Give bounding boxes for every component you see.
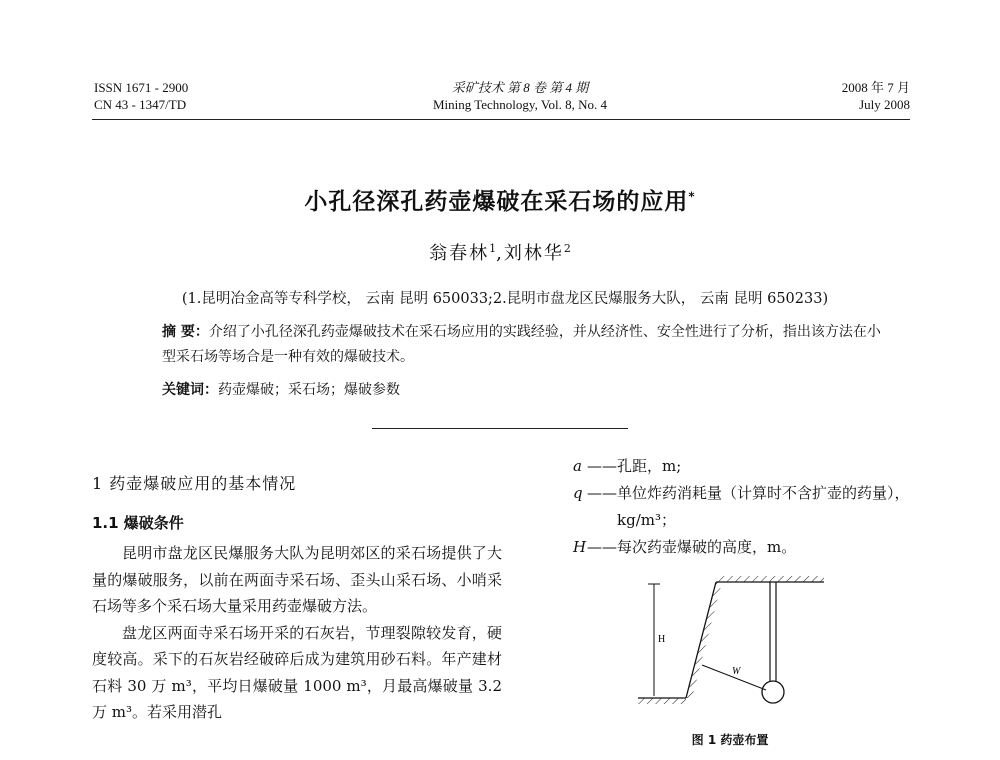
author-separator: ,: [496, 243, 504, 264]
dash: ——: [587, 538, 617, 556]
keywords-text: 药壶爆破；采石场；爆破参数: [218, 382, 400, 398]
burden-label: W: [732, 666, 741, 677]
author-2: 刘林华: [503, 243, 564, 264]
date-en: July 2008: [859, 97, 910, 112]
abstract: [162, 320, 882, 370]
journal-name-cn: 采矿技术 第 8 卷 第 4 期: [451, 80, 589, 95]
dash: ——: [587, 457, 617, 475]
dash: ——: [587, 484, 617, 502]
keywords: [162, 378, 882, 402]
symbol: a: [573, 457, 582, 475]
definition-a: [573, 453, 933, 480]
author-1: 翁春林: [429, 243, 490, 264]
height-label: H: [658, 634, 666, 645]
author-2-affil: 2: [563, 242, 571, 255]
definition-h: [573, 534, 933, 561]
definition-q: [573, 480, 933, 534]
header-rule: [92, 119, 910, 120]
cn-text: CN 43 - 1347/TD: [94, 97, 187, 112]
section-1-body: [92, 540, 502, 726]
floor-hatch: [638, 698, 686, 704]
affiliations: (1.昆明冶金高等专科学校， 云南 昆明 650033;2.昆明市盘龙区民爆服务大队， 云南 昆明 650233): [181, 291, 829, 307]
abstract-rule: [372, 428, 628, 429]
bench-face-hatch: [686, 582, 722, 698]
symbol-definitions: [573, 453, 933, 561]
journal-name-en: Mining Technology, Vol. 8, No. 4: [432, 97, 608, 112]
charge-chamber: [762, 681, 784, 703]
definition-text: 每次药壶爆破的高度，m。: [617, 538, 797, 556]
figure-1-diagram: [628, 570, 828, 720]
definition-text: 孔距，m;: [617, 457, 682, 475]
paper-title: [0, 183, 1000, 216]
journal-header-right: [710, 79, 910, 113]
symbol: H: [573, 538, 587, 556]
symbol: q: [573, 484, 583, 502]
keywords-label: 关键词：: [162, 382, 218, 398]
author-1-affil: 1: [489, 242, 497, 255]
journal-header-left: [94, 79, 314, 113]
abstract-text: 介绍了小孔径深孔药壶爆破技术在采石场应用的实践经验，并从经济性、安全性进行了分析，指出该方法在小型采石场等场合是一种有效的爆破技术。: [162, 324, 881, 365]
paragraph: 盘龙区两面寺采石场开采的石灰岩，节理裂隙较发育，硬度较高。采下的石灰岩经破碎后成为建筑用砂石料。年产建材石料 30 万 m³，平均日爆破量 1000 m³，月最高爆破量 3.2 万 m³。若采用潜孔: [92, 623, 502, 721]
abstract-label: 摘 要：: [162, 324, 209, 340]
top-surface-hatch: [716, 576, 824, 582]
section-1-1-heading: 1.1 爆破条件: [92, 514, 184, 532]
issn-text: ISSN 1671 - 2900: [94, 80, 189, 95]
title-footnote-mark: *: [688, 189, 696, 204]
section-1-heading: 1 药壶爆破应用的基本情况: [92, 474, 297, 493]
date-cn: 2008 年 7 月: [841, 80, 910, 95]
definition-text: 单位炸药消耗量（计算时不含扩壶的药量），kg/m³；: [617, 484, 910, 529]
journal-header-center: [330, 79, 710, 113]
paper-title-text: 小孔径深孔药壶爆破在采石场的应用: [304, 189, 689, 215]
authors: [0, 239, 1000, 265]
figure-1-caption: 图 1 药壶布置: [691, 733, 769, 747]
paragraph: 昆明市盘龙区民爆服务大队为昆明郊区的采石场提供了大量的爆破服务，以前在两面寺采石场、歪头山采石场、小哨采石场等多个采石场大量采用药壶爆破方法。: [92, 544, 502, 615]
